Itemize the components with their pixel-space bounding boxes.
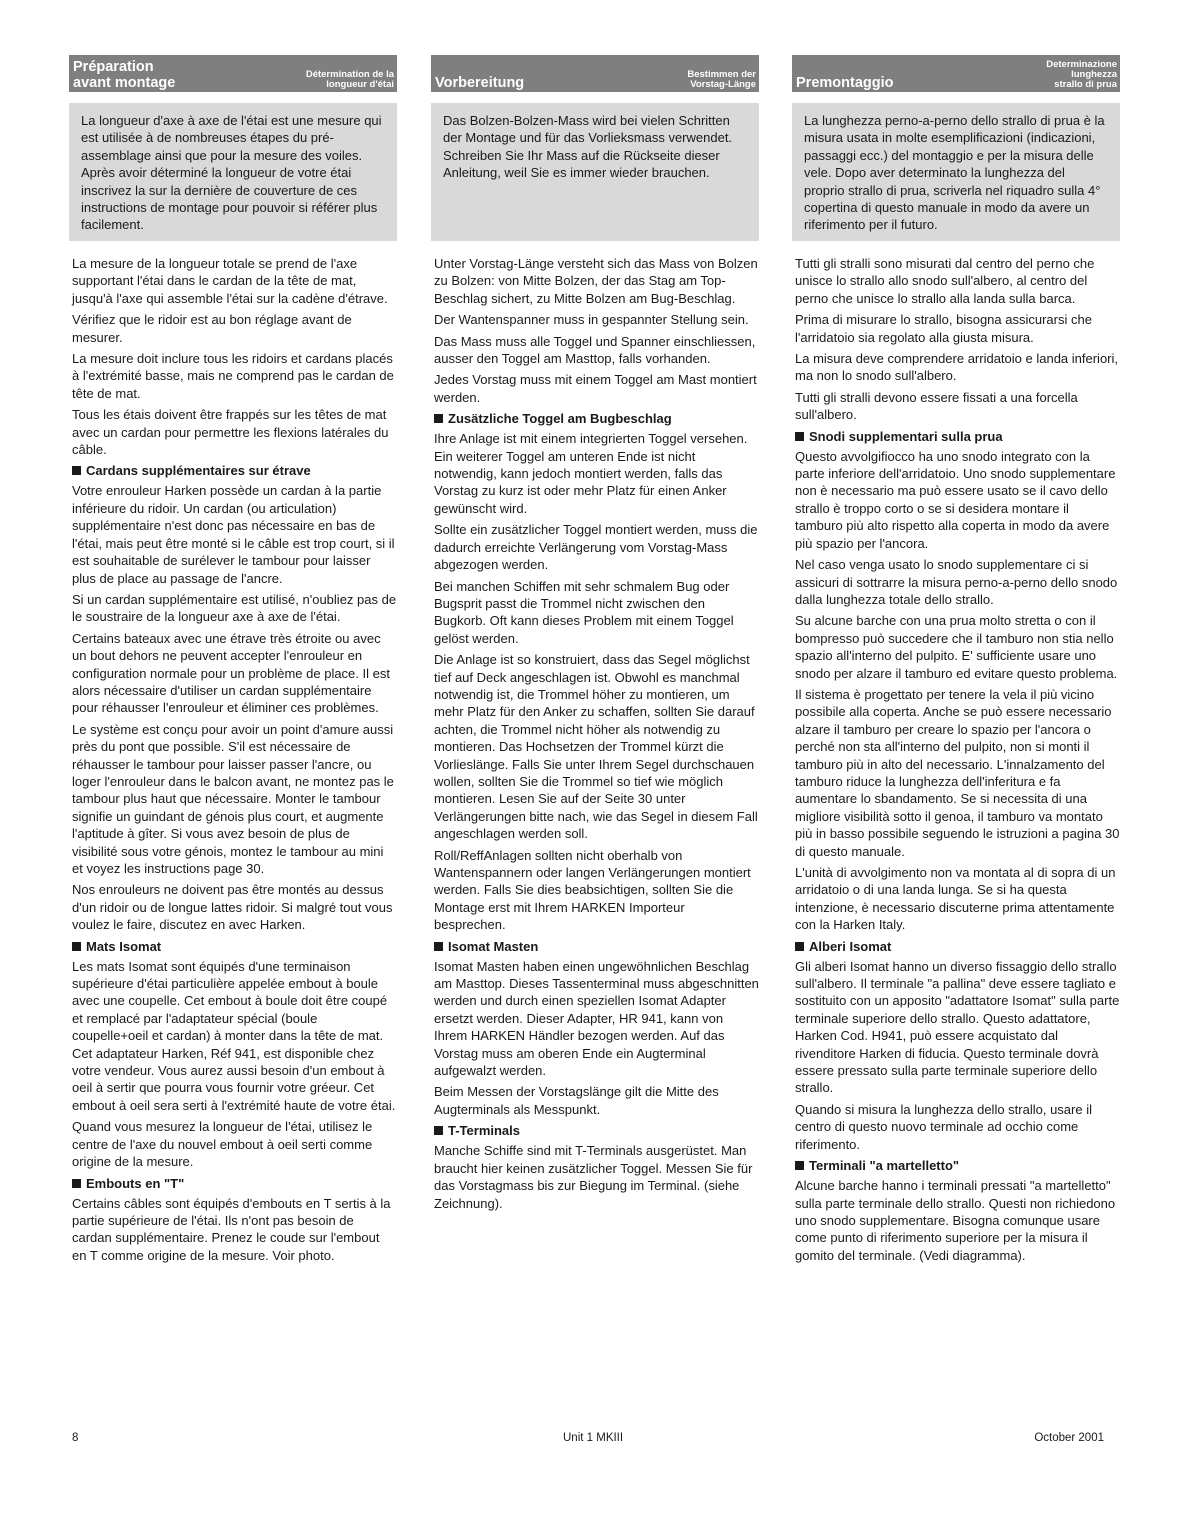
paragraph: Prima di misurare lo strallo, bisogna assicurarsi che l'arridatoio sia regolato alla giusta misura. [795, 312, 1092, 345]
square-bullet-icon [72, 942, 81, 951]
subheading [434, 410, 759, 427]
subheading-text: Terminali "a martelletto" [809, 1158, 960, 1174]
paragraph: La mesure doit inclure tous les ridoirs et cardans placés à l'extrémité basse, mais ne comprend pas le cardan de tête de mat. [72, 351, 394, 401]
subheading-text: Isomat Masten [448, 938, 539, 954]
paragraph: Votre enrouleur Harken possède un cardan à la partie inférieure du ridoir. Un cardan (ou articulation) supplémentaire n'est donc pas nécessaire en bas de l'étai, mais peut être monté si le câble est trop court, si il est souhaitable de surélever le tambour pour laisser plus de place au passage de l'ancre. [72, 483, 395, 586]
paragraph: Unter Vorstag-Länge versteht sich das Mass von Bolzen zu Bolzen: von Mitte Bolzen, der das Stag am Top-Beschlag sichert, zu Mitte Bolzen am Bug-Beschlag. [434, 256, 758, 306]
paragraph: La mesure de la longueur totale se prend de l'axe supportant l'étai dans le cardan de la tête de mat, jusqu'à l'axe qui assemble l'étai sur la cadène d'étrave. [72, 256, 388, 306]
paragraph: Jedes Vorstag muss mit einem Toggel am Mast montiert werden. [434, 372, 757, 405]
section-title: Vorbereitung [435, 74, 525, 91]
paragraph: Nel caso venga usato lo snodo supplementare ci si assicuri di sottrarre la misura perno-a-perno dello snodo dalla lunghezza totale dello strallo. [795, 557, 1118, 607]
subheading [72, 1175, 397, 1192]
subheading [434, 1122, 759, 1139]
paragraph: Gli alberi Isomat hanno un diverso fissaggio dello strallo sull'albero. Il terminale "a pallina" deve essere tagliato e sostituito con un apposito "adattatore Isomat" sulla parte terminale superiore dello strallo. Questo adattatore, Harken Cod. H941, può essere acquistato dal rivenditore Harken di fiducia. Questo terminale dovrà essere pressato sulla parte terminale superiore dello strallo. [795, 958, 1120, 1096]
subheading [434, 938, 759, 955]
column-body [69, 255, 397, 1264]
paragraph: Alcune barche hanno i terminali pressati "a martelletto" sulla parte terminale dello strallo. Questi non richiedono uno snodo supplementare. Bisogna comunque usare come punto di riferimento superiore per la misura il gomito del terminale. (Vedi diagramma). [795, 1178, 1116, 1263]
subheading-text: Snodi supplementari sulla prua [809, 428, 1003, 444]
page-number: 8 [72, 1432, 79, 1444]
paragraph: Das Mass muss alle Toggel und Spanner einschliessen, ausser den Toggel am Masttop, falls vorhanden. [434, 333, 756, 367]
footer-title: Unit 1 MKIII [563, 1432, 624, 1444]
column-italian [792, 55, 1120, 1268]
section-subtitle: Determinazione lunghezza strallo di prua [1046, 59, 1117, 90]
section-header [69, 55, 397, 92]
subheading-text: Embouts en "T" [86, 1175, 185, 1191]
subheading-text: Cardans supplémentaires sur étrave [86, 463, 311, 479]
footer-date: October 2001 [1034, 1432, 1104, 1444]
paragraph: Certains bateaux avec une étrave très étroite ou avec un bout dehors ne peuvent accepter l'enrouleur en configuration normale pour un problème de place. Il est alors nécessaire d'utiliser un cardan supplémentaire pour réhausser l'enrouleur et éliminer ces problèmes. [72, 630, 390, 716]
paragraph: Nos enrouleurs ne doivent pas être montés au dessus d'un ridoir ou de longue lattes ridoir. Si malgré tout vous voulez le faire, discutez en avec Harken. [72, 882, 393, 933]
paragraph: Tous les étais doivent être frappés sur les têtes de mat avec un cardan pour permettre les flexions latérales du câble. [72, 407, 389, 458]
subheading-text: Mats Isomat [86, 938, 162, 954]
paragraph: La misura deve comprendere arridatoio e landa inferiori, ma non lo snodo sull'albero. [795, 351, 1119, 384]
column-french [69, 55, 397, 1268]
square-bullet-icon [72, 1179, 81, 1188]
square-bullet-icon [434, 1126, 443, 1135]
subheading-text: Alberi Isomat [809, 938, 892, 954]
paragraph: L'unità di avvolgimento non va montata al di sopra di un arridatoio o di una landa lunga. Se si ha questa intenzione, è necessario discuterne prima attentamente con la Harken Italy. [795, 865, 1116, 933]
paragraph: Tutti gli stralli devono essere fissati a una forcella sull'albero. [795, 389, 1078, 423]
paragraph: Der Wantenspanner muss in gespannter Stellung sein. [434, 312, 749, 328]
subheading [795, 938, 1120, 955]
paragraph: Quand vous mesurez la longueur de l'étai, utilisez le centre de l'axe du nouvel embout à oeil serti comme origine de la mesure. [72, 1119, 373, 1170]
square-bullet-icon [795, 1161, 804, 1170]
section-title: Premontaggio [796, 74, 894, 91]
square-bullet-icon [795, 942, 804, 951]
subheading [72, 462, 397, 479]
section-header [792, 55, 1120, 92]
paragraph: Su alcune barche con una prua molto stretta o con il bompresso può succedere che il tamburo non stia nello spazio all'interno del pulpito. E' sufficiente usare uno snodo per alzare il tamburo ed evitare questo problema. [795, 613, 1118, 681]
paragraph: Vérifiez que le ridoir est au bon réglage avant de mesurer. [72, 312, 352, 345]
square-bullet-icon [795, 432, 804, 441]
intro-box: La longueur d'axe à axe de l'étai est une mesure qui est utilisée à de nombreuses étapes du pré-assemblage ainsi que pour la mesure des voiles. Après avoir déterminé la longueur de votre étai inscrivez la sur la dernière de couverture de ces instructions de montage pour pouvoir si référer plus facilement. [69, 103, 397, 241]
paragraph: Bei manchen Schiffen mit sehr schmalem Bug oder Bugsprit passt die Trommel nicht zwischen den Bugkorb. Oft kann dieses Problem mit einem Toggel gelöst werden. [434, 578, 734, 646]
subheading [795, 428, 1120, 445]
paragraph: Certains câbles sont équipés d'embouts en T sertis à la partie supérieure de l'étai. Ils n'ont pas besoin de cardan supplémentaire. Prenez le coude sur l'embout en T comme origine de la mesure. Voir photo. [72, 1195, 391, 1263]
paragraph: Ihre Anlage ist mit einem integrierten Toggel versehen. Ein weiterer Toggel am unteren Ende ist nicht notwendig, kann jedoch montiert werden, falls das Vorstag zu kurz ist oder mehr Platz für einen Anker gewünscht wird. [434, 431, 748, 516]
section-subtitle: Bestimmen der Vorstag-Länge [687, 69, 756, 90]
paragraph: Les mats Isomat sont équipés d'une terminaison supérieure d'étai particulière appelée embout à boule avec une coupelle. Cet embout à boule doit être coupé et remplacé par l'adaptateur spécial (boule coupelle+oeil et cardan) à monter dans la tête de mat. Cet adaptateur Harken, Réf 941, est disponible chez votre vendeur. Vous aurez aussi besoin d'un embout à oeil à sertir que pourra vous fournir votre gréeur. Cet embout à oeil sera serti à l'extrémité haute de votre étai. [72, 958, 396, 1113]
intro-box: La lunghezza perno-a-perno dello strallo di prua è la misura usata in molte esemplificazioni (indicazioni, passaggi ecc.) del montaggio e per la misura delle vele. Dopo aver determinato la lunghezza del proprio strallo di prua, scriverla nel riquadro sulla 4° copertina di questo manuale in modo da avere un riferimento per il futuro. [792, 103, 1120, 241]
column-body [431, 255, 759, 1212]
paragraph: Il sistema è progettato per tenere la vela il più vicino possibile alla coperta. Anche se può essere necessario alzare il tamburo per creare lo spazio per l'ancora o perché non sta all'interno del pulpito, non si monti il tamburo più in alto del necessario. L'innalzamento del tamburo riduce la lunghezza dell'inferitura e fa aumentare lo sbandamento. Se si necessita di una migliore visibilità sotto il genoa, il tamburo va montato più in basso possibile seguendo le istruzioni a pagina 30 di questo manuale. [795, 686, 1120, 859]
subheading [72, 938, 397, 955]
paragraph: Sollte ein zusätzlicher Toggel montiert werden, muss die dadurch erreichte Verlängerung vom Vorstag-Mass abgezogen werden. [434, 522, 758, 573]
section-subtitle: Détermination de la longueur d'étai [305, 69, 394, 90]
subheading [795, 1157, 1120, 1174]
column-german [431, 55, 759, 1216]
paragraph: Isomat Masten haben einen ungewöhnlichen Beschlag am Masttop. Dieses Tassenterminal muss abgeschnitten werden und durch einen speziellen Isomat Adapter ersetzt werden. Dieser Adapter, HR 941, kann von Ihrem HARKEN Händler bezogen werden. Auf das Vorstag muss am oberen Ende ein Augterminal aufgewalzt werden. [434, 958, 759, 1079]
square-bullet-icon [434, 414, 443, 423]
paragraph: Tutti gli stralli sono misurati dal centro del perno che unisce lo strallo allo snodo sull'albero, al centro del perno che unisce lo strallo alla landa sulla barca. [795, 256, 1095, 306]
square-bullet-icon [434, 942, 443, 951]
paragraph: Die Anlage ist so konstruiert, dass das Segel möglichst tief auf Deck angeschlagen ist. Obwohl es manchmal notwendig ist, die Trommel höher zu montieren, um mehr Platz für den Anker zu schaffen, sollten Sie darauf achten, die Trommel nicht höher als notwendig zu montieren. Das Hochsetzen der Trommel kürzt die Vorlieslänge. Falls Sie unter Ihrem Segel durchschauen wollen, sollten Sie die Trommel so tief wie möglich montieren. Lesen Sie auf der Seite 30 unter Verlängerungen bitte nach, wie das Segel in diesem Fall angeschlagen werden soll. [434, 652, 758, 842]
paragraph: Le système est conçu pour avoir un point d'amure aussi près du pont que possible. S'il est nécessaire de réhausser le tambour pour laisser passer l'ancre, ou loger l'enrouleur dans le balcon avant, ne montez pas le tambour plus haut que nécessaire. Monter le tambour signifie un guindant de génois plus court, et augmente l'aptitude à gîter. Si vous avez besoin de plus de visibilité sous votre génois, montez le tambour au mini et voyez les instructions page 30. [72, 721, 394, 876]
paragraph: Manche Schiffe sind mit T-Terminals ausgerüstet. Man braucht hier keinen zusätzlicher Toggel. Messen Sie für das Vorstagmass bis zur Biegung im Terminal. (siehe Zeichnung). [434, 1143, 753, 1211]
paragraph: Roll/ReffAnlagen sollten nicht oberhalb von Wantenspannern oder langen Verlängerungen montiert werden. Falls Sie dies beabsichtigen, sollten Sie die Montage erst mit Ihrem HARKEN Importeur besprechen. [434, 847, 751, 933]
section-header [431, 55, 759, 92]
paragraph: Si un cardan supplémentaire est utilisé, n'oubliez pas de le soustraire de la longueur axe à axe de l'étai. [72, 591, 397, 625]
intro-box: Das Bolzen-Bolzen-Mass wird bei vielen Schritten der Montage und für das Vorlieksmass verwendet. Schreiben Sie Ihr Mass auf die Rückseite dieser Anleitung, weil Sie es immer wieder brauchen. [431, 103, 759, 241]
section-title: Préparation avant montage [73, 59, 176, 91]
paragraph: Questo avvolgifiocco ha uno snodo integrato con la parte inferiore dell'arridatoio. Uno snodo supplementare non è necessario ma può essere usato se il cavo dello strallo è troppo corto o se si desidera montare il tamburo più alto rispetto alla coperta in modo da avere più spazio per l'ancora. [795, 448, 1116, 551]
paragraph: Beim Messen der Vorstagslänge gilt die Mitte des Augterminals als Messpunkt. [434, 1084, 719, 1117]
subheading-text: Zusätzliche Toggel am Bugbeschlag [448, 411, 672, 427]
paragraph: Quando si misura la lunghezza dello strallo, usare il centro di questo nuovo terminale ad occhio come riferimento. [795, 1101, 1092, 1152]
subheading-text: T-Terminals [448, 1123, 521, 1139]
column-body [792, 255, 1120, 1264]
square-bullet-icon [72, 466, 81, 475]
